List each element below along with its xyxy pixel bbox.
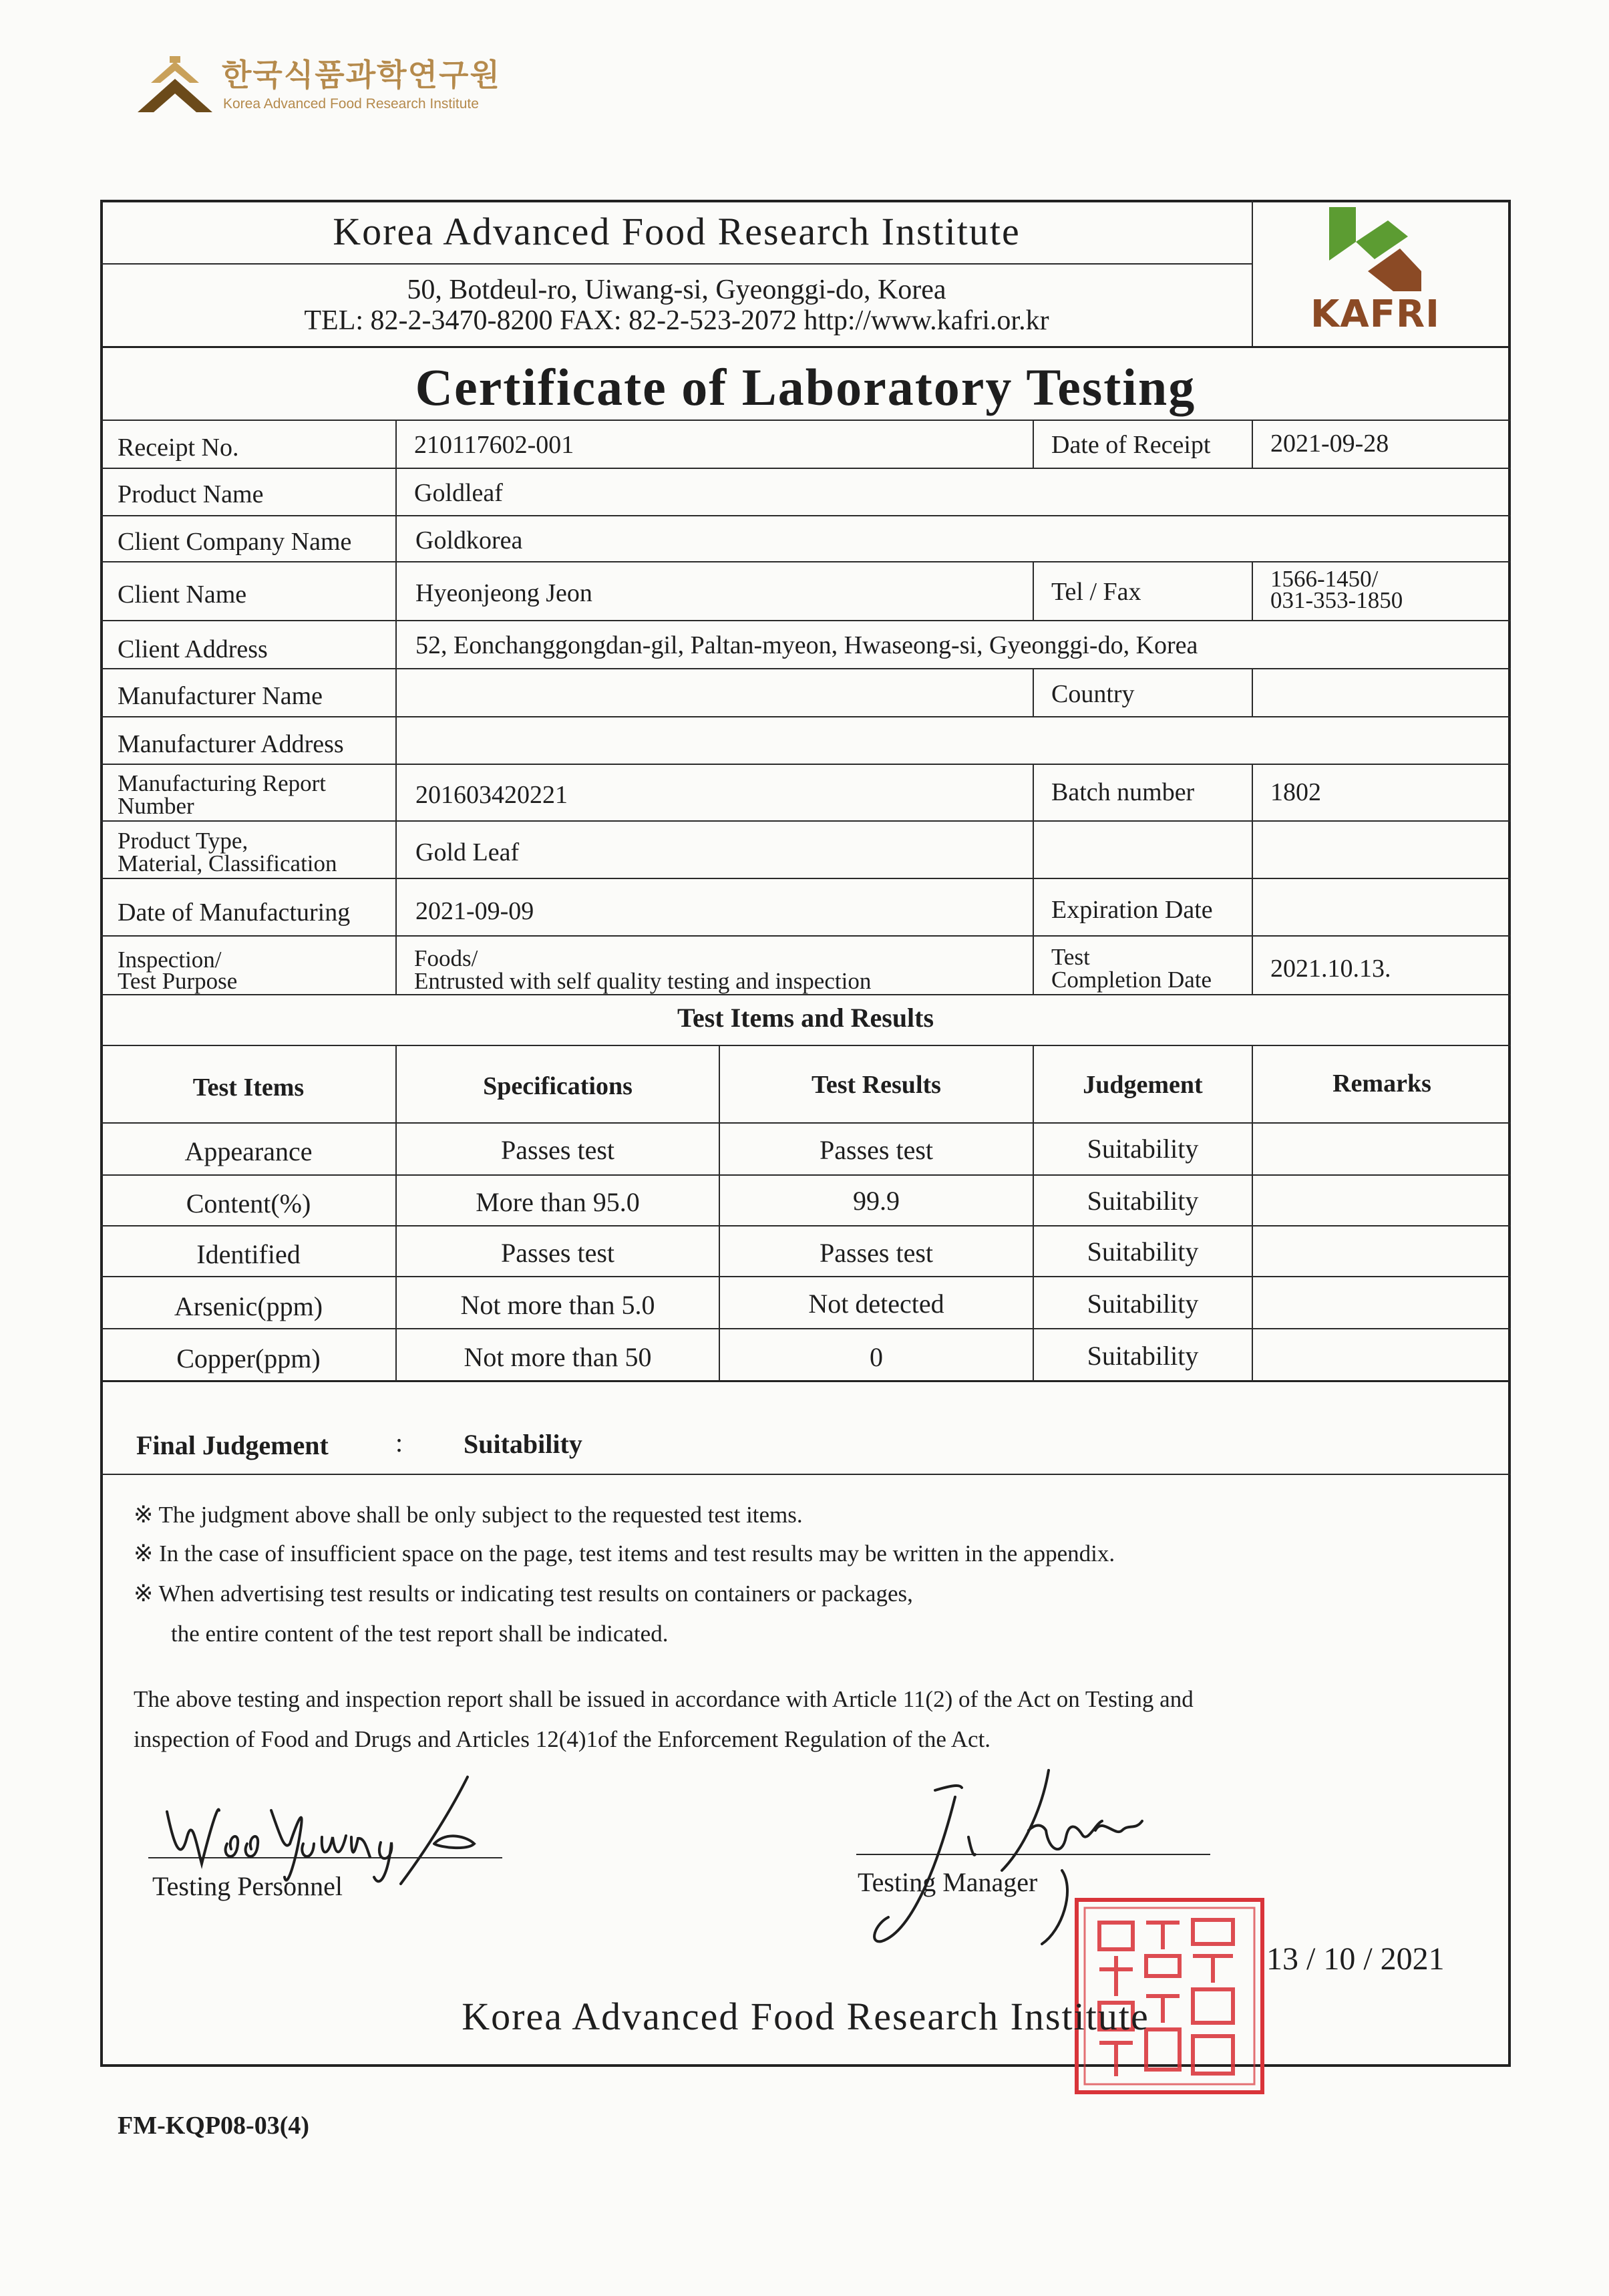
divider (100, 620, 1511, 621)
table-row-item: Appearance (184, 1136, 313, 1166)
footer-institute-name: Korea Advanced Food Research Institute (462, 1995, 1149, 2038)
testing-personnel-label: Testing Personnel (152, 1871, 343, 1901)
divider (1033, 420, 1034, 468)
table-row-result: 0 (870, 1342, 883, 1372)
note-item: ※ When advertising test results or indicating test results on containers or packages, (134, 1581, 913, 1607)
date-of-receipt-label: Date of Receipt (1051, 431, 1211, 459)
final-judgement-separator: : (395, 1428, 403, 1458)
tel-fax-label: Tel / Fax (1051, 578, 1141, 606)
table-row-item: Content(%) (186, 1188, 311, 1218)
divider (1033, 561, 1034, 620)
table-row-judgement: Suitability (1087, 1186, 1199, 1216)
completion-date-value: 2021.10.13. (1270, 955, 1391, 983)
completion-date-label-2: Completion Date (1051, 967, 1212, 993)
divider (100, 1122, 1511, 1124)
divider (1033, 764, 1034, 994)
divider (100, 1276, 1511, 1277)
fax-value: 031-353-1850 (1270, 587, 1403, 613)
table-row-spec: More than 95.0 (476, 1187, 640, 1217)
date-of-receipt-value: 2021-09-28 (1270, 430, 1389, 458)
test-purpose-label-1: Inspection/ (118, 947, 222, 973)
table-row-judgement: Suitability (1087, 1289, 1199, 1319)
table-row-judgement: Suitability (1087, 1134, 1199, 1164)
divider (100, 994, 1511, 995)
divider (100, 668, 1511, 669)
institute-name: Korea Advanced Food Research Institute (333, 210, 1021, 253)
statement-line-2: inspection of Food and Drugs and Articles 12(4)1of the Enforcement Regulation of the Act. (134, 1726, 991, 1752)
test-purpose-value-2: Entrusted with self quality testing and inspection (414, 968, 872, 994)
note-item: ※ The judgment above shall be only subject to the requested test items. (134, 1502, 803, 1528)
divider (100, 1045, 1511, 1046)
logo-korean-text: 한국식품과학연구원 (222, 57, 501, 93)
date-of-manufacturing-value: 2021-09-09 (415, 897, 534, 925)
test-purpose-label-2: Test Purpose (118, 968, 238, 994)
divider (1033, 668, 1034, 716)
note-item: the entire content of the test report shall be indicated. (171, 1621, 669, 1647)
divider (100, 1225, 1511, 1226)
mfg-report-value: 201603420221 (415, 781, 568, 809)
client-name-label: Client Name (118, 581, 247, 609)
divider (395, 420, 397, 994)
issue-date: 13 / 10 / 2021 (1266, 1941, 1445, 1977)
logo-english-text: Korea Advanced Food Research Institute (223, 96, 479, 112)
header-remarks: Remarks (1332, 1070, 1431, 1098)
divider (1252, 420, 1253, 468)
results-section-title: Test Items and Results (677, 1003, 934, 1033)
divider (100, 764, 1511, 765)
divider (100, 820, 1511, 822)
testing-manager-label: Testing Manager (858, 1867, 1038, 1897)
institute-emblem-icon (138, 56, 212, 112)
divider (100, 1474, 1511, 1475)
table-row-judgement: Suitability (1087, 1341, 1199, 1371)
table-row-result: Passes test (820, 1238, 933, 1268)
divider (100, 935, 1511, 937)
header-test-items: Test Items (192, 1074, 305, 1102)
divider (100, 515, 1511, 516)
client-company-label: Client Company Name (118, 528, 352, 556)
divider (100, 263, 1253, 265)
kafri-logo-text: KAFRI (1310, 293, 1440, 336)
table-row-result: Not detected (808, 1289, 944, 1319)
manufacturer-name-label: Manufacturer Name (118, 682, 323, 710)
test-purpose-value-1: Foods/ (414, 945, 478, 971)
table-row-item: Arsenic(ppm) (174, 1291, 323, 1321)
country-label: Country (1051, 680, 1135, 708)
client-address-value: 52, Eonchanggongdan-gil, Paltan-myeon, Hwaseong-si, Gyeonggi-do, Korea (415, 631, 1198, 659)
certificate-title: Certificate of Laboratory Testing (415, 358, 1196, 416)
divider (100, 1380, 1511, 1382)
divider (100, 1174, 1511, 1176)
form-code: FM-KQP08-03(4) (118, 2112, 310, 2140)
divider (100, 561, 1511, 562)
client-company-value: Goldkorea (415, 526, 523, 554)
divider (1252, 561, 1253, 620)
divider (1252, 668, 1253, 716)
table-row-result: 99.9 (853, 1186, 900, 1216)
date-of-manufacturing-label: Date of Manufacturing (118, 898, 351, 927)
mfg-report-label-1: Manufacturing Report (118, 770, 326, 796)
header-test-results: Test Results (812, 1071, 941, 1099)
divider (100, 420, 1511, 421)
statement-line-1: The above testing and inspection report shall be issued in accordance with Article 11(2) of the Act on Testing and (134, 1686, 1194, 1712)
client-address-label: Client Address (118, 635, 268, 663)
divider (100, 716, 1511, 717)
table-row-item: Copper(ppm) (176, 1343, 321, 1373)
table-row-spec: Passes test (501, 1135, 614, 1165)
institute-contact: TEL: 82-2-3470-8200 FAX: 82-2-523-2072 http://www.kafri.or.kr (304, 305, 1049, 336)
table-row-spec: Not more than 5.0 (460, 1290, 655, 1320)
manufacturer-address-label: Manufacturer Address (118, 730, 344, 758)
institute-address: 50, Botdeul-ro, Uiwang-si, Gyeonggi-do, Korea (407, 275, 946, 305)
header-judgement: Judgement (1083, 1071, 1203, 1099)
divider (100, 1328, 1511, 1329)
kafri-logo-icon (1321, 207, 1435, 294)
product-name-label: Product Name (118, 480, 264, 508)
batch-number-value: 1802 (1270, 778, 1321, 806)
client-name-value: Hyeonjeong Jeon (415, 579, 592, 607)
receipt-no-value: 210117602-001 (414, 431, 574, 459)
divider (100, 468, 1511, 469)
table-row-result: Passes test (820, 1135, 933, 1165)
product-type-label-2: Material, Classification (118, 850, 337, 876)
final-judgement-label: Final Judgement (136, 1430, 329, 1460)
table-row-item: Identified (196, 1239, 301, 1269)
product-type-label-1: Product Type, (118, 828, 248, 854)
divider (100, 346, 1511, 348)
expiration-date-label: Expiration Date (1051, 896, 1213, 924)
table-row-spec: Not more than 50 (464, 1342, 652, 1372)
product-type-value: Gold Leaf (415, 838, 520, 866)
mfg-report-label-2: Number (118, 793, 194, 819)
receipt-no-label: Receipt No. (118, 434, 239, 462)
divider (100, 878, 1511, 879)
tel-value: 1566-1450/ (1270, 566, 1379, 592)
divider (1252, 764, 1253, 994)
product-name-value: Goldleaf (414, 479, 503, 507)
batch-number-label: Batch number (1051, 778, 1195, 806)
table-row-judgement: Suitability (1087, 1237, 1199, 1267)
completion-date-label-1: Test (1051, 944, 1090, 970)
final-judgement-value: Suitability (464, 1429, 582, 1459)
note-item: ※ In the case of insufficient space on the page, test items and test results may be written in the appendix. (134, 1540, 1115, 1567)
header-specifications: Specifications (483, 1072, 633, 1100)
table-row-spec: Passes test (501, 1238, 614, 1268)
